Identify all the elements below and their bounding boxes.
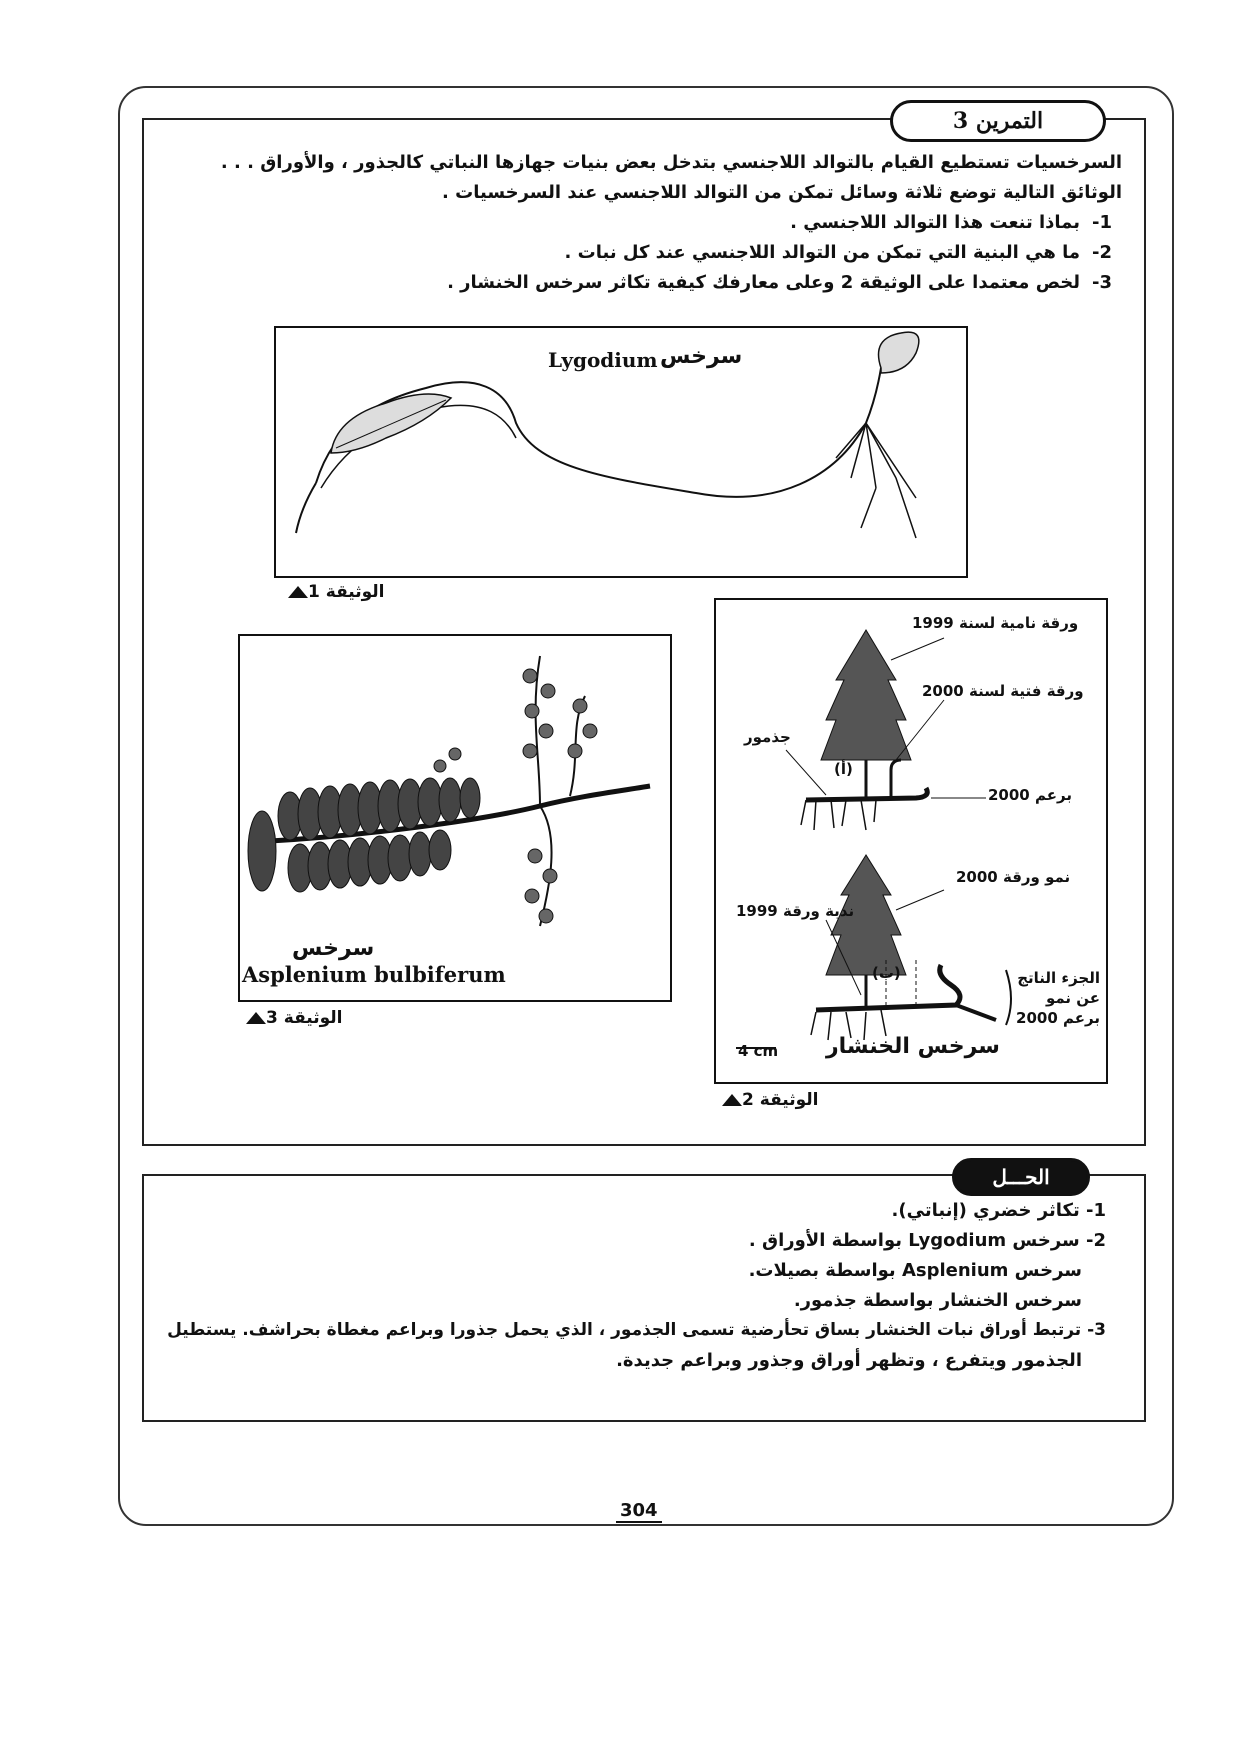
label-grown-part: الجزء الناتج عن نمو برعم 2000 [1016,969,1100,1027]
question-3 [152,272,1112,293]
intro-line-2: الوثائق التالية توضع ثلاثة وسائل تمكن من التوالد اللاجنسي عند السرخسيات . [442,182,1122,203]
solution-title: الحـــل [952,1158,1090,1196]
doc2-caption-text: الوثيقة 2 [742,1090,819,1110]
doc3-arabic-label: سرخس [292,936,375,961]
doc1-arabic-label: سرخس [660,344,743,369]
doc1-caption [282,582,385,602]
page-number: 304 [616,1500,662,1523]
label-part-b: (ب) [872,964,901,982]
triangle-icon [288,586,308,598]
intro-line-1: السرخسيات تستطيع القيام بالتوالد اللاجنسي بتدخل بعض بنيات جهازها النباتي كالجذور ، والأوراق . . . [220,152,1122,173]
solution-line-6: الجذمور ويتفرع ، وتظهر أوراق وجذور وبراعم جديدة. [616,1350,1082,1371]
solution-line-2: 2- سرخس Lygodium بواسطة الأوراق . [748,1230,1106,1251]
solution-line-1: 1- تكاثر خضري (إنباتي). [891,1200,1106,1221]
triangle-icon [722,1094,742,1106]
question-text: بماذا تنعت هذا التوالد اللاجنسي . [790,212,1080,233]
question-number: 1- [1091,212,1112,233]
label-leaf-1999: ورقة نامية لسنة 1999 [912,614,1079,632]
label-leaf-2000: ورقة فتية لسنة 2000 [922,682,1084,700]
doc1-caption-text: الوثيقة 1 [308,582,385,602]
doc2-figure [714,598,1108,1084]
label-fern-name: سرخس الخنشار [826,1034,1000,1059]
solution-line-4: سرخس الخنشار بواسطة جذمور. [793,1290,1082,1311]
label-bud-2000: برعم 2000 [988,786,1072,804]
doc3-caption-text: الوثيقة 3 [266,1008,343,1028]
question-1 [152,212,1112,233]
label-scar-1999: ندبة ورقة 1999 [736,902,855,920]
question-number: 3- [1091,272,1112,293]
solution-line-3: سرخس Asplenium بواسطة بصيلات. [748,1260,1082,1281]
question-2 [152,242,1112,263]
exercise-title: التمرين 3 [890,100,1106,142]
label-part-a: (أ) [834,760,853,778]
label-rhizome: جذمور [744,728,791,746]
doc3-figure [238,634,672,1002]
doc3-latin-label: Asplenium bulbiferum [242,962,506,987]
doc1-figure [274,326,968,578]
solution-line-5: 3- ترتبط أوراق نبات الخنشار بساق تحأرضية تسمى الجذمور ، الذي يحمل جذورا وبراعم مغطاة بحراشف. يستطيل [167,1320,1106,1340]
triangle-icon [246,1012,266,1024]
label-scale: 4 cm [738,1042,779,1060]
doc2-caption [716,1090,819,1110]
lygodium-drawing [276,328,966,576]
label-growth-leaf: نمو ورقة 2000 [956,868,1071,886]
doc3-caption [240,1008,343,1028]
question-number: 2- [1091,242,1112,263]
question-text: ما هي البنية التي تمكن من التوالد اللاجنسي عند كل نبات . [564,242,1080,263]
question-text: لخص معتمدا على الوثيقة 2 وعلى معارفك كيفية تكاثر سرخس الخنشار . [447,272,1080,293]
doc1-latin-label: Lygodium [548,348,658,372]
